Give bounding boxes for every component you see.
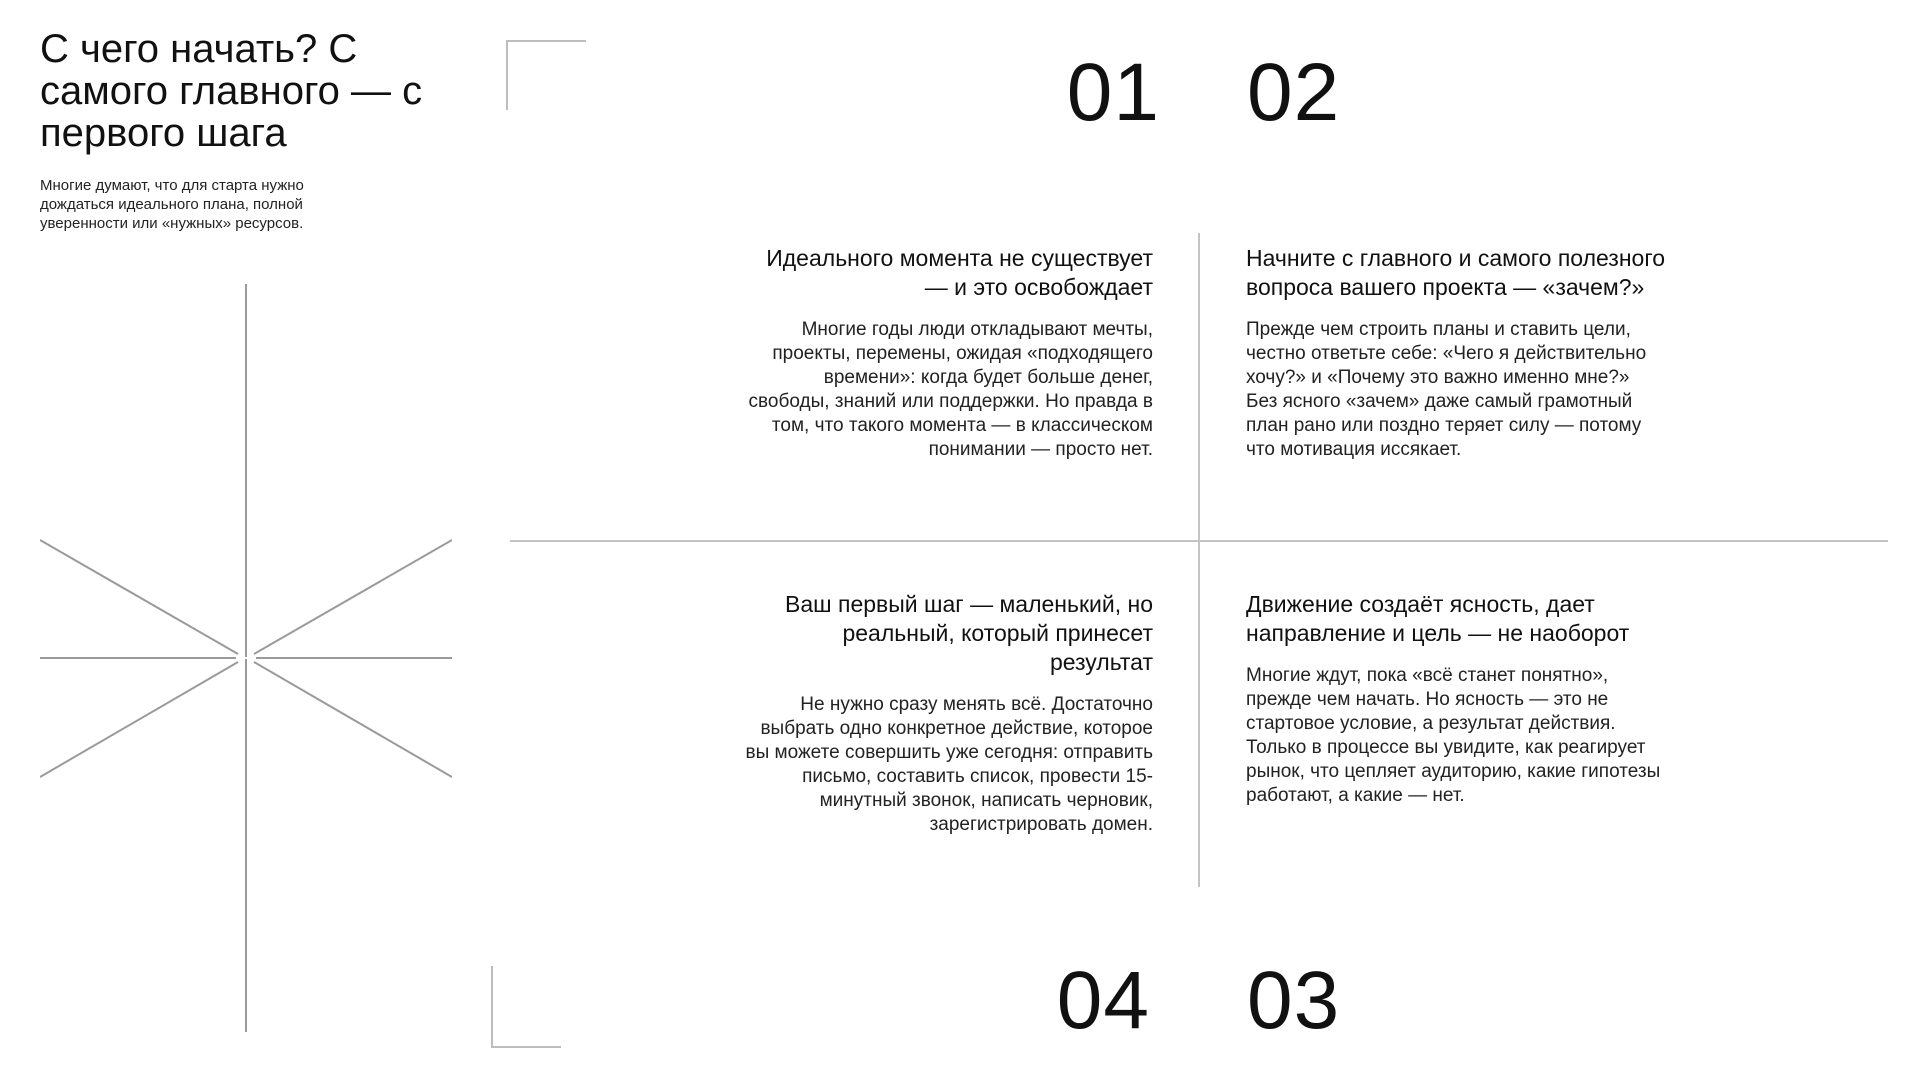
step-number-04: 04 <box>1056 955 1150 1046</box>
step-title: Идеального момента не существует — и это освобождает <box>766 245 1153 300</box>
star-ray-upper-right <box>254 540 452 654</box>
step-block-02 <box>1246 244 1666 462</box>
step-number-01: 01 <box>1066 47 1160 138</box>
corner-bracket-bottom <box>491 966 561 1048</box>
step-block-03 <box>1246 590 1666 808</box>
step-number-02: 02 <box>1247 47 1341 138</box>
horizontal-divider <box>510 540 1888 542</box>
step-text: Не нужно сразу менять всё. Достаточно выбрать одно конкретное действие, которое вы можете совершить уже сегодня: отправить письмо, составить список, провести 15-минутный звонок, написать черновик, зарегистрировать домен. <box>745 694 1153 835</box>
step-text: Прежде чем строить планы и ставить цели, честно ответьте себе: «Чего я действительно хочу?» и «Почему это важно именно мне?» Без ясного «зачем» даже самый грамотный план рано или поздно теряет силу — потому что мотивация иссякает. <box>1246 319 1647 460</box>
star-ray-lower-right <box>254 662 452 777</box>
step-title: Движение создаёт ясность, дает направление и цель — не наоборот <box>1246 591 1630 646</box>
vertical-divider <box>1198 233 1200 887</box>
page-title: С чего начать? С самого главного — с первого шага <box>40 27 423 155</box>
star-ray-upper-left <box>40 540 238 654</box>
star-ray-lower-left <box>40 662 238 777</box>
step-title: Ваш первый шаг — маленький, но реальный, который принесет результат <box>785 591 1153 675</box>
corner-bracket-top <box>506 40 586 110</box>
step-title: Начните с главного и самого полезного вопроса вашего проекта — «зачем?» <box>1246 245 1666 300</box>
step-text: Многие годы люди откладывают мечты, проекты, перемены, ожидая «подходящего времени»: когда будет больше денег, свободы, знаний или поддержки. Но правда в том, что такого момента — в классическом понимании — просто нет. <box>748 319 1153 460</box>
step-block-01 <box>745 244 1153 462</box>
step-number-03: 03 <box>1247 955 1341 1046</box>
step-text: Многие ждут, пока «всё станет понятно», прежде чем начать. Но ясность — это не стартовое условие, а результат действия. Только в процессе вы увидите, как реагирует рынок, что цепляет аудиторию, какие гипотезы работают, а какие — нет. <box>1246 665 1661 806</box>
step-block-04 <box>745 590 1153 837</box>
star-icon <box>40 284 452 1032</box>
intro-text: Многие думают, что для старта нужно дождаться идеального плана, полной уверенности или «нужных» ресурсов. <box>40 177 304 232</box>
